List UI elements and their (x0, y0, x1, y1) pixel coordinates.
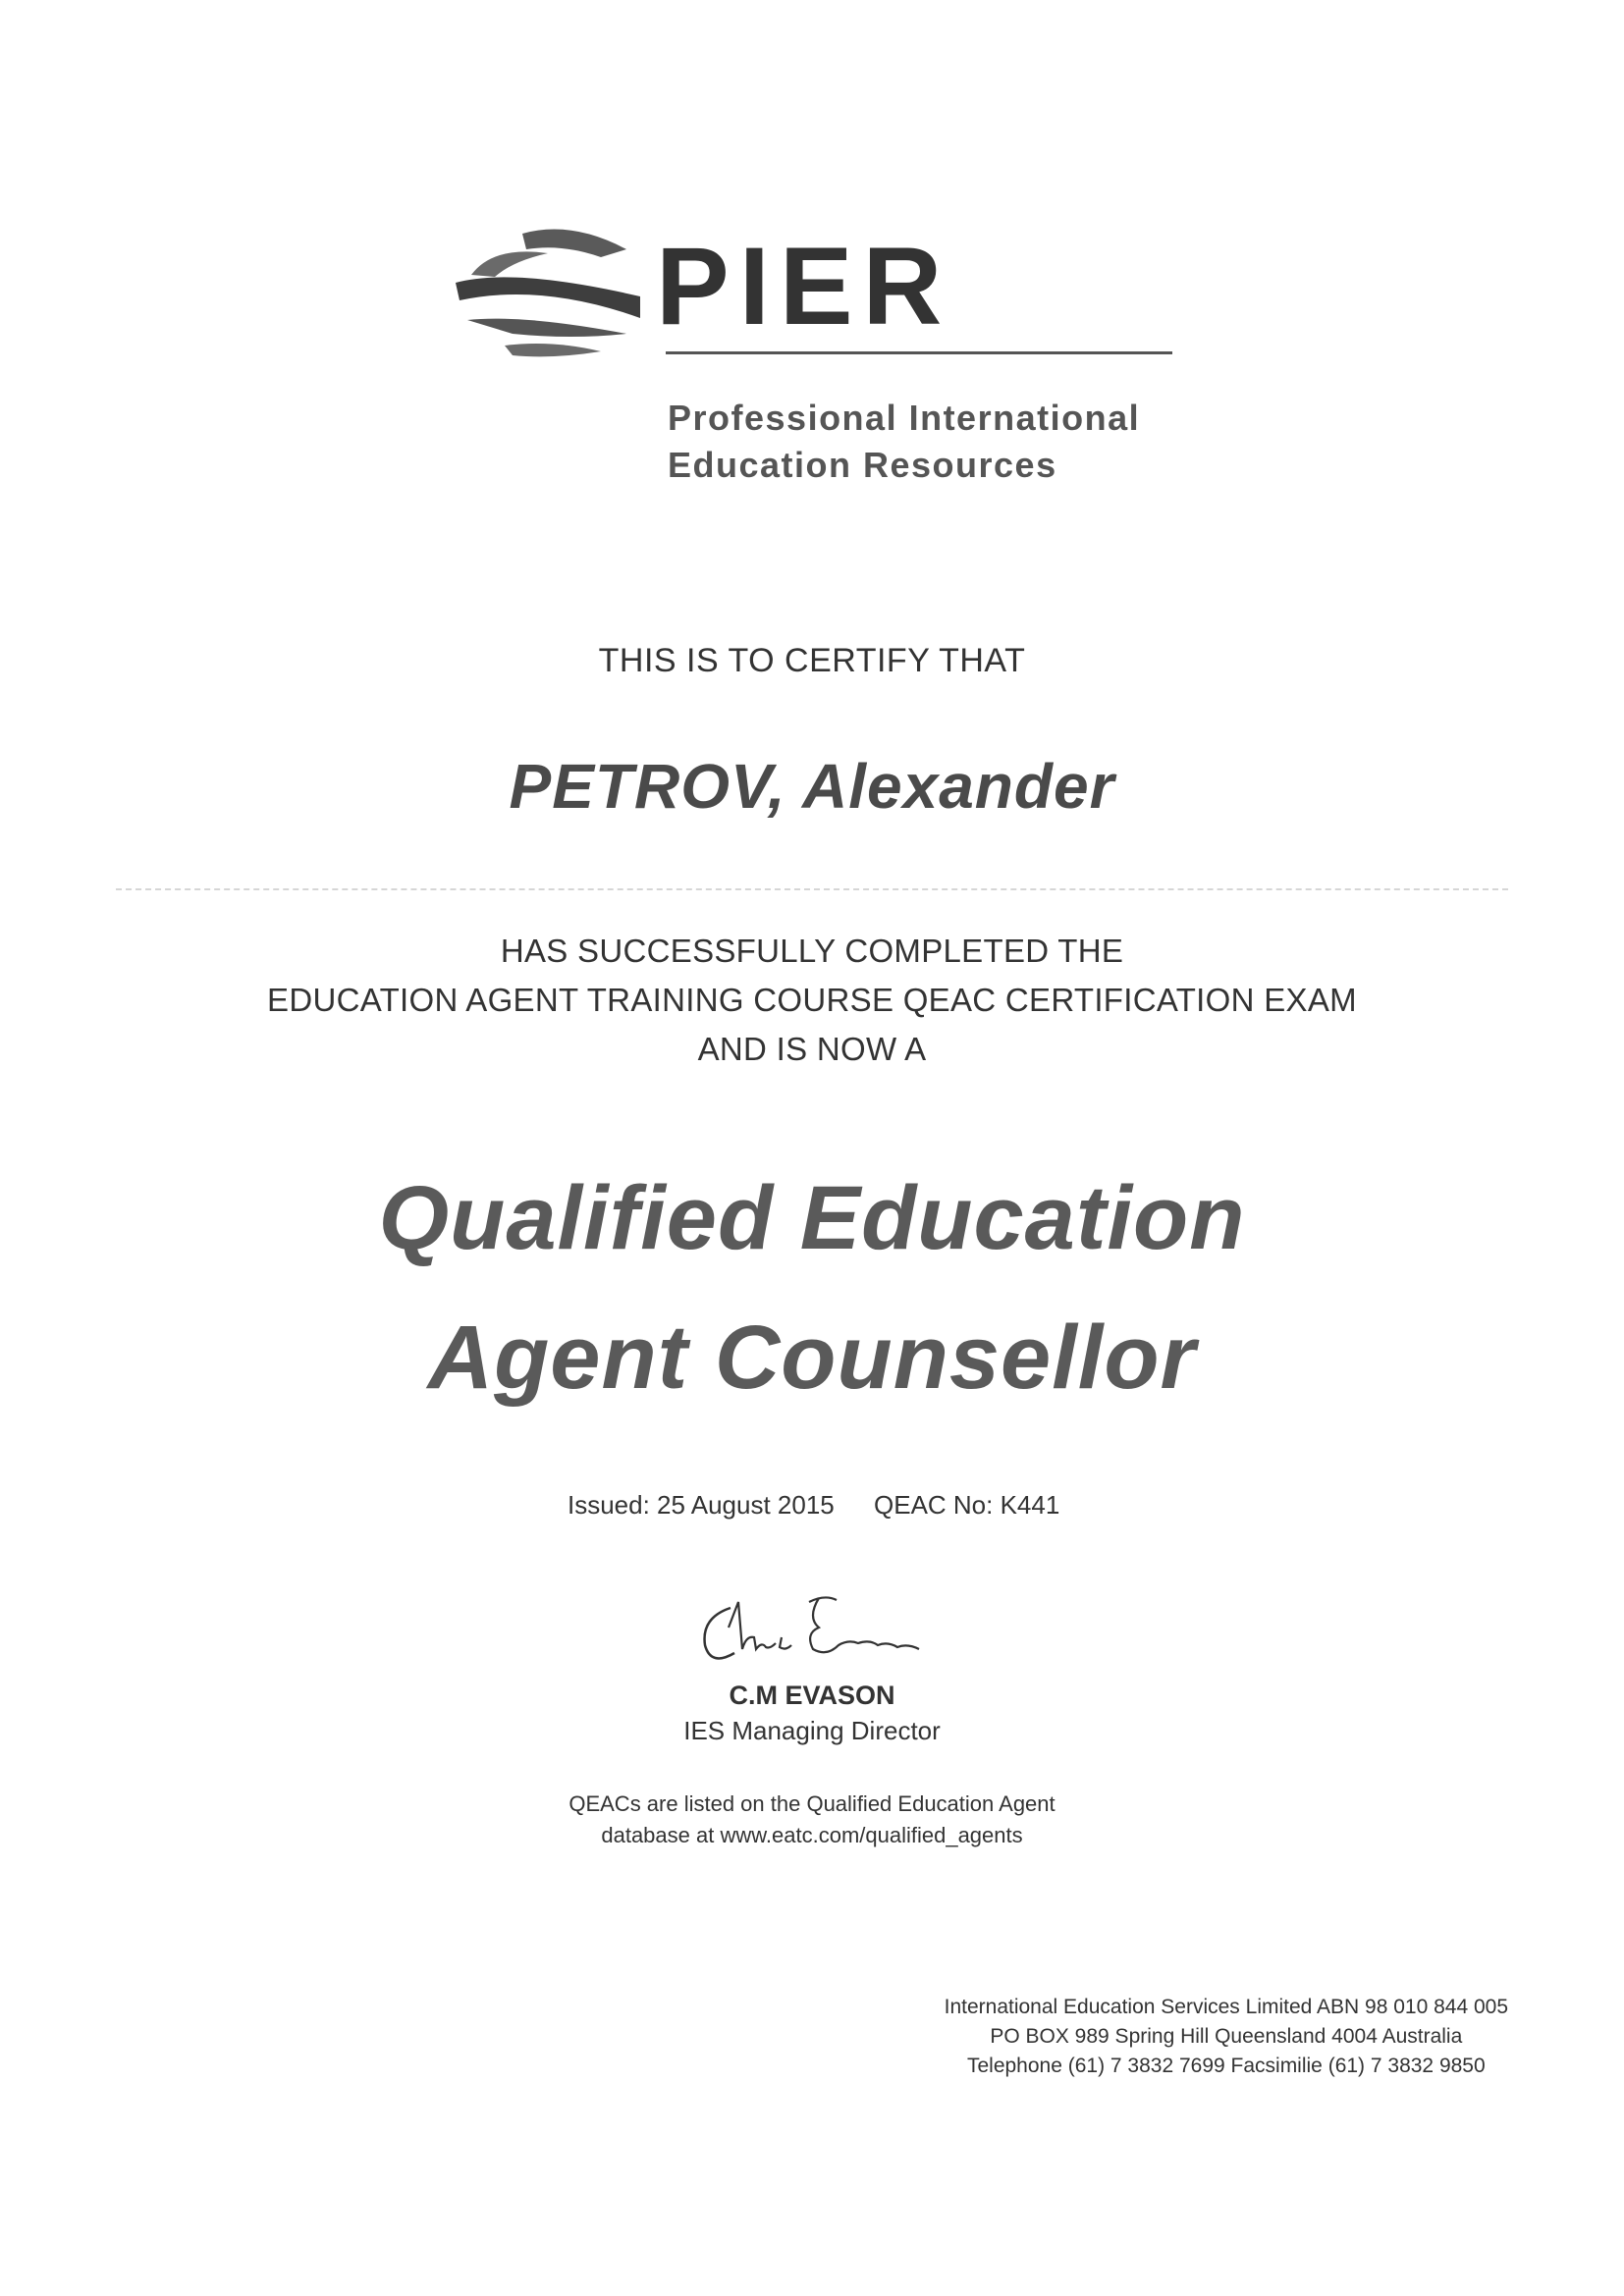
completion-line1: HAS SUCCESSFULLY COMPLETED THE (500, 933, 1124, 969)
database-note-line2: database at www.eatc.com/qualified_agents (601, 1823, 1023, 1847)
signature-image (691, 1588, 937, 1677)
logo-divider (666, 351, 1172, 354)
footer-line2: PO BOX 989 Spring Hill Queensland 4004 Australia (990, 2025, 1463, 2048)
qualification-title (0, 1148, 1624, 1427)
recipient-name: PETROV, Alexander (509, 751, 1115, 822)
logo-wordmark: PIER (656, 225, 952, 347)
logo-subtitle (668, 395, 1140, 489)
signer-name: C.M EVASON (729, 1681, 895, 1710)
database-note-line1: QEACs are listed on the Qualified Education Agent (568, 1791, 1056, 1816)
logo-subtitle-line2: Education Resources (668, 445, 1057, 485)
logo-subtitle-line1: Professional International (668, 398, 1141, 438)
pier-logo-icon (454, 224, 646, 363)
completion-line3: AND IS NOW A (697, 1031, 927, 1067)
signer-role: IES Managing Director (683, 1716, 941, 1745)
footer-line3: Telephone (61) 7 3832 7699 Facsimilie (61) 7 3832 9850 (966, 2055, 1486, 2077)
name-divider (116, 888, 1508, 890)
qualification-title-line2: Agent Counsellor (427, 1308, 1197, 1408)
qeac-number: QEAC No: K441 (874, 1490, 1060, 1520)
footer-address (945, 1993, 1508, 2081)
completion-statement (0, 927, 1624, 1074)
footer-line1: International Education Services Limited ABN 98 010 844 005 (944, 1996, 1508, 2018)
completion-line2: EDUCATION AGENT TRAINING COURSE QEAC CERTIFICATION EXAM (267, 982, 1357, 1018)
certify-text: THIS IS TO CERTIFY THAT (598, 642, 1026, 679)
qualification-title-line1: Qualified Education (378, 1168, 1246, 1268)
issued-date: Issued: 25 August 2015 (568, 1490, 835, 1520)
database-note (0, 1789, 1624, 1851)
